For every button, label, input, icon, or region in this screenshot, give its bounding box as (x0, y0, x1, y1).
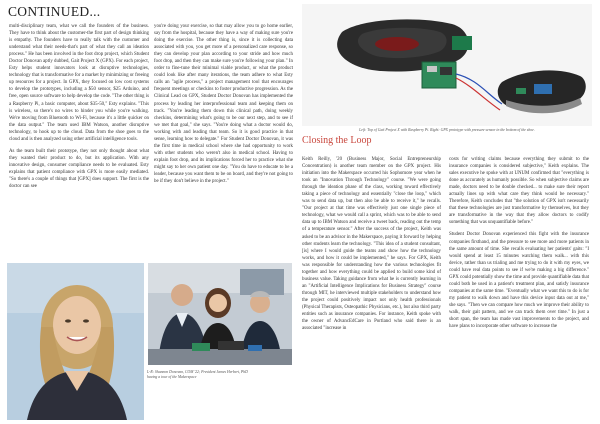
shoe-device-illustration (302, 4, 592, 126)
paragraph: multi-disciplinary team, what we call the founders of the business. They have to think about the customer-the first part of design thinking is empathy. The founders have to really talk with the customer and understand what their needs-that's part of what they call an ideation process." He has been involved in the foot drop project, which Student Doctor Donovan aptly dubbed, Gait Project X (GPX). For each project, Esty helps student innovators look at disruptive technologies, technology that is transformative for a market by minimizing or freeing up resources for a project. In GPX, they focused on low cost systems to develop the prototypes, including a $50 sensor, $25 Arduino, and free, open source software to help develop the code. "The other thing is a Raspberry Pi, a basic computer, about $35-50," Esty explains. "This is wireless, so there's no wires to hinder you while you're walking. We're moving from Bluetooth to Wi-Fi, because it's a little quicker on the data output." The team used IBM Watson, another disruptive technology, to hook up to the cloud. Data from the shoe goes to the cloud and is then analyzed using other artificial intelligence tools. (9, 24, 149, 142)
article-column-1 (9, 23, 149, 195)
paragraph: Keith Reilly, '20 (Business Major, Social Entrepreneurship Concentration) is another team member on the GPX project. His initiation into the Makerspace occurred his Sophomore year when he took an "Innovation Through Technology" course. "We were going through the ideation phase of the class, working toward effectively taking a piece of technology and essentially "close the loop," which was to send data up, but then also be able to receive it," he recalls. "Our project at that time was effectively just one single piece of technology, what we would call a sprint, which was to be able to send data up to IBM Watson and receive a tweet back, reading out the temp of a temperature sensor." After the success of the project, Keith was asked to be an advisor in the Makerspace, paying it forward by helping other students learn the technology. "This idea of a student consultant, [is] where I would guide the teams and show how the technology works, and how it could be implemented," he says. For GPX, Keith was responsible for understanding how the various technologies fit together and how everything could be applied to build some kind of business value. Taking guidance from what he is currently learning in an "Artificial Intelligence Implications for Business Strategy" course through MIT, he interviewed multiple stakeholders to understand how the project could positively impact not only health professionals (Physical Therapists, Osteopathic Physicians, etc.), but also third party entities such as insurance companies. For instance, Keith spoke with the owner of AdvancEdCare in Portland who said there is an associated "increase in (302, 157, 441, 332)
article-column-4 (449, 156, 589, 335)
portrait-photo (7, 263, 144, 420)
makerspace-tour-photo (148, 263, 292, 365)
photo-caption: L-R: Shannon Donovan, COM '22; President James Herbert, PhD having a tour of the Makerspace (147, 370, 248, 380)
photo-caption: Left: Top of Gait Project X with Raspberry Pi. Right: GPX prototype with pressure sensor in the bottom of the shoe. (359, 128, 535, 132)
paragraph: Student Doctor Donovan experienced this fight with the insurance companies firsthand, and the pressure to see more and more patients in the same amount of time. She recalls evaluating her patients' gaits: "I would spend at least 15 minutes watching them walk... with this device, rather than us trialing and me trying to do it with my eyes, we could have real data points to see if we're making a big difference." GPX could potentially show the time and provide quantifiable data that could both be used in a patient's treatment plan, and satisfy insurance companies at the same time. "Eventually what we want this to do is for my patient to walk down and have this device input data out at me," she says. "Then we can compare how much we improve their ability to walk, their gait pattern, and we can track them over time." In just a short span, the team has made vast improvements to the project, and have plans to incorporate other software to increase the (449, 232, 589, 330)
paragraph: costs for writing claims because everything they submit to the insurance companies is considered subjective," Keith explains. The sales executive he spoke with at UNUM confirmed that "everything is done as accurately as humanly possible. So when subjective claims are made, doctors need to be double checked... to make sure their report actually lines up with what care they think would be necessary." Therefore, Keith concludes that "the solution of GPX isn't necessarily that these technologies are just transformative by themselves, but they are transformative in the way that they allow doctors to codify something that was unquantifiable before." (449, 157, 589, 226)
page-title: CONTINUED... (8, 4, 101, 19)
paragraph: you're doing your exercise, so that may allow you to go home earlier, say from the hospital, because they have a way of making sure you're doing the exercise. The other thing is, since it is collecting data associated with you, you get more of a personalized care response, so they can develop your plan according to your stride and how much foot drop, and then they can make sure you're following your plan." In order to fine-tune their minimal viable product, or what the product could look like after many iterations, the team adhere to what Esty calls an "agile process," a project management tool that encourages frequent meetings or checkins to foster productive progression. As the Clinical Lead on GPX, Student Doctor Donovan has implemented the process by leading her interprofessional team and keeping them on track. "You're leading them down this clinical path, doing weekly checkins, determining what's going to be our next step, and to see if we met that goal," she says. "You're doing what a doctor would do, working with and leading that team. So it is good practice in that sense, learning how to delegate." For Student Doctor Donovan, it was the first time in medical school where she had opportunity to work with other students who weren't also in medical school. Having to explain foot drop, and its implications forced her to practice what she might say to her own patient one day. "You do have to educate to be a leader, because you want them to be on board, and they're not going to be if they don't believe in the project." (154, 24, 293, 185)
portrait-illustration (7, 263, 144, 420)
article-column-3 (302, 156, 441, 337)
section-heading: Closing the Loop (302, 135, 372, 146)
paragraph: As the team built their prototype, they not only thought about what they wanted their product to do, but its application. With any innovative design, consumer compliance needs to be evaluated. Esty explains that patient compliance with GPX is more easily mediated. "So there's a couple of things that [GPX] does support. The first is the doctor can see (9, 148, 149, 190)
gait-project-photo (302, 4, 592, 126)
tour-illustration (148, 263, 292, 365)
article-column-2 (154, 23, 293, 190)
